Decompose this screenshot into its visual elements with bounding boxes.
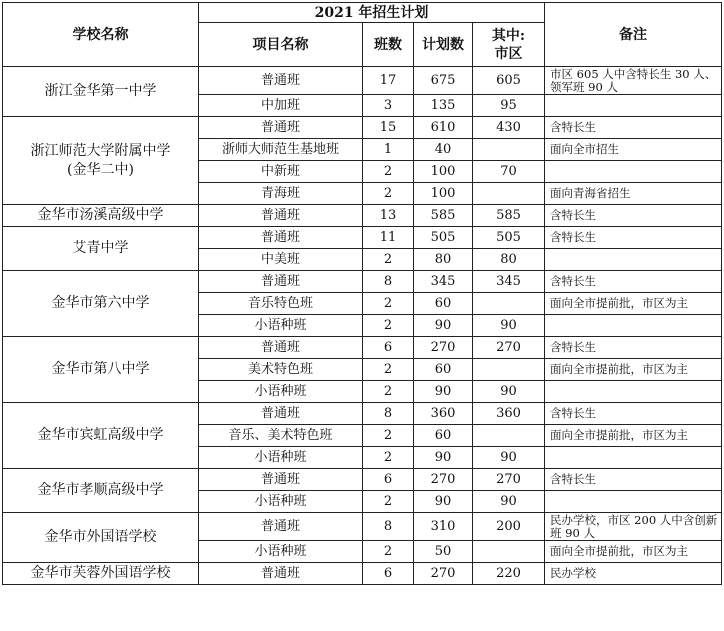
note-cell: 面向青海省招生 <box>545 183 722 205</box>
note-cell <box>545 381 722 403</box>
city-cell: 220 <box>473 563 545 585</box>
city-cell: 360 <box>473 403 545 425</box>
note-cell: 含特长生 <box>545 469 722 491</box>
table-row <box>3 117 722 139</box>
classes-cell: 8 <box>363 513 414 541</box>
city-cell: 90 <box>473 315 545 337</box>
table-row <box>3 469 722 491</box>
table-row <box>3 227 722 249</box>
classes-cell: 2 <box>363 541 414 563</box>
table-row <box>3 271 722 293</box>
city-cell: 505 <box>473 227 545 249</box>
city-cell: 345 <box>473 271 545 293</box>
plan-cell: 90 <box>414 491 473 513</box>
city-cell: 430 <box>473 117 545 139</box>
table-row <box>3 67 722 95</box>
city-cell: 90 <box>473 447 545 469</box>
classes-cell: 2 <box>363 491 414 513</box>
note-cell: 面向全市提前批，市区为主 <box>545 425 722 447</box>
note-cell <box>545 161 722 183</box>
plan-cell: 90 <box>414 447 473 469</box>
project-cell: 美术特色班 <box>199 359 363 381</box>
project-cell: 普通班 <box>199 117 363 139</box>
city-cell <box>473 183 545 205</box>
note-cell <box>545 447 722 469</box>
plan-cell: 60 <box>414 425 473 447</box>
city-cell <box>473 425 545 447</box>
plan-cell: 270 <box>414 563 473 585</box>
table-row <box>3 337 722 359</box>
project-cell: 普通班 <box>199 227 363 249</box>
school-cell: 金华市外国语学校 <box>3 513 199 563</box>
header-plan-count: 计划数 <box>414 23 473 67</box>
school-cell: 金华市宾虹高级中学 <box>3 403 199 469</box>
city-cell <box>473 541 545 563</box>
plan-cell: 310 <box>414 513 473 541</box>
project-cell: 小语种班 <box>199 315 363 337</box>
table-row <box>3 513 722 541</box>
project-cell: 音乐、美术特色班 <box>199 425 363 447</box>
note-cell: 含特长生 <box>545 271 722 293</box>
header-city-area: 其中: 市区 <box>473 23 545 67</box>
enrollment-plan-table <box>2 2 722 585</box>
plan-cell: 60 <box>414 293 473 315</box>
header-remarks: 备注 <box>545 3 722 67</box>
project-cell: 浙师大师范生基地班 <box>199 139 363 161</box>
plan-cell: 270 <box>414 469 473 491</box>
project-cell: 中加班 <box>199 95 363 117</box>
plan-cell: 675 <box>414 67 473 95</box>
note-cell: 面向全市提前批，市区为主 <box>545 541 722 563</box>
city-cell: 70 <box>473 161 545 183</box>
project-cell: 普通班 <box>199 403 363 425</box>
school-cell: 金华市第八中学 <box>3 337 199 403</box>
classes-cell: 17 <box>363 67 414 95</box>
city-cell: 90 <box>473 381 545 403</box>
plan-cell: 60 <box>414 359 473 381</box>
project-cell: 中美班 <box>199 249 363 271</box>
classes-cell: 1 <box>363 139 414 161</box>
classes-cell: 3 <box>363 95 414 117</box>
note-cell: 含特长生 <box>545 227 722 249</box>
project-cell: 普通班 <box>199 205 363 227</box>
plan-cell: 90 <box>414 315 473 337</box>
classes-cell: 2 <box>363 315 414 337</box>
plan-cell: 585 <box>414 205 473 227</box>
project-cell: 小语种班 <box>199 541 363 563</box>
project-cell: 普通班 <box>199 469 363 491</box>
classes-cell: 2 <box>363 249 414 271</box>
school-cell: 金华市汤溪高级中学 <box>3 205 199 227</box>
header-school-name: 学校名称 <box>3 3 199 67</box>
plan-cell: 100 <box>414 161 473 183</box>
classes-cell: 13 <box>363 205 414 227</box>
plan-cell: 610 <box>414 117 473 139</box>
header-row <box>3 3 722 23</box>
note-cell: 含特长生 <box>545 403 722 425</box>
classes-cell: 2 <box>363 425 414 447</box>
project-cell: 青海班 <box>199 183 363 205</box>
project-cell: 普通班 <box>199 271 363 293</box>
note-cell <box>545 249 722 271</box>
classes-cell: 2 <box>363 183 414 205</box>
classes-cell: 2 <box>363 447 414 469</box>
note-cell: 含特长生 <box>545 205 722 227</box>
project-cell: 小语种班 <box>199 447 363 469</box>
city-cell <box>473 359 545 381</box>
classes-cell: 6 <box>363 563 414 585</box>
project-cell: 普通班 <box>199 67 363 95</box>
project-cell: 中新班 <box>199 161 363 183</box>
school-cell: 金华市孝顺高级中学 <box>3 469 199 513</box>
city-cell: 200 <box>473 513 545 541</box>
plan-cell: 135 <box>414 95 473 117</box>
plan-cell: 345 <box>414 271 473 293</box>
plan-cell: 270 <box>414 337 473 359</box>
table-row <box>3 205 722 227</box>
classes-cell: 2 <box>363 359 414 381</box>
project-cell: 小语种班 <box>199 381 363 403</box>
plan-cell: 40 <box>414 139 473 161</box>
note-cell <box>545 491 722 513</box>
project-cell: 普通班 <box>199 513 363 541</box>
classes-cell: 2 <box>363 161 414 183</box>
classes-cell: 8 <box>363 403 414 425</box>
plan-cell: 360 <box>414 403 473 425</box>
school-cell: 浙江师范大学附属中学 (金华二中) <box>3 117 199 205</box>
classes-cell: 2 <box>363 293 414 315</box>
city-cell: 95 <box>473 95 545 117</box>
note-cell: 含特长生 <box>545 117 722 139</box>
table-row <box>3 403 722 425</box>
city-cell <box>473 139 545 161</box>
note-cell: 面向全市提前批，市区为主 <box>545 293 722 315</box>
project-cell: 音乐特色班 <box>199 293 363 315</box>
note-cell: 民办学校，市区 200 人中含创新班 90 人 <box>545 513 722 541</box>
classes-cell: 6 <box>363 469 414 491</box>
school-cell: 浙江金华第一中学 <box>3 67 199 117</box>
classes-cell: 8 <box>363 271 414 293</box>
table-row <box>3 563 722 585</box>
note-cell: 面向全市提前批，市区为主 <box>545 359 722 381</box>
header-classes: 班数 <box>363 23 414 67</box>
school-cell: 艾青中学 <box>3 227 199 271</box>
note-cell: 民办学校 <box>545 563 722 585</box>
project-cell: 小语种班 <box>199 491 363 513</box>
header-project-name: 项目名称 <box>199 23 363 67</box>
classes-cell: 11 <box>363 227 414 249</box>
school-cell: 金华市第六中学 <box>3 271 199 337</box>
classes-cell: 15 <box>363 117 414 139</box>
city-cell: 90 <box>473 491 545 513</box>
note-cell <box>545 95 722 117</box>
city-cell: 605 <box>473 67 545 95</box>
plan-cell: 90 <box>414 381 473 403</box>
note-cell <box>545 315 722 337</box>
project-cell: 普通班 <box>199 337 363 359</box>
plan-cell: 505 <box>414 227 473 249</box>
classes-cell: 2 <box>363 381 414 403</box>
city-cell: 270 <box>473 337 545 359</box>
note-cell: 面向全市招生 <box>545 139 722 161</box>
plan-cell: 50 <box>414 541 473 563</box>
note-cell: 含特长生 <box>545 337 722 359</box>
note-cell: 市区 605 人中含特长生 30 人、领军班 90 人 <box>545 67 722 95</box>
city-cell: 80 <box>473 249 545 271</box>
classes-cell: 6 <box>363 337 414 359</box>
plan-cell: 80 <box>414 249 473 271</box>
project-cell: 普通班 <box>199 563 363 585</box>
city-cell: 585 <box>473 205 545 227</box>
city-cell: 270 <box>473 469 545 491</box>
city-cell <box>473 293 545 315</box>
header-plan-title: 2021 年招生计划 <box>199 3 545 23</box>
school-cell: 金华市芙蓉外国语学校 <box>3 563 199 585</box>
plan-cell: 100 <box>414 183 473 205</box>
